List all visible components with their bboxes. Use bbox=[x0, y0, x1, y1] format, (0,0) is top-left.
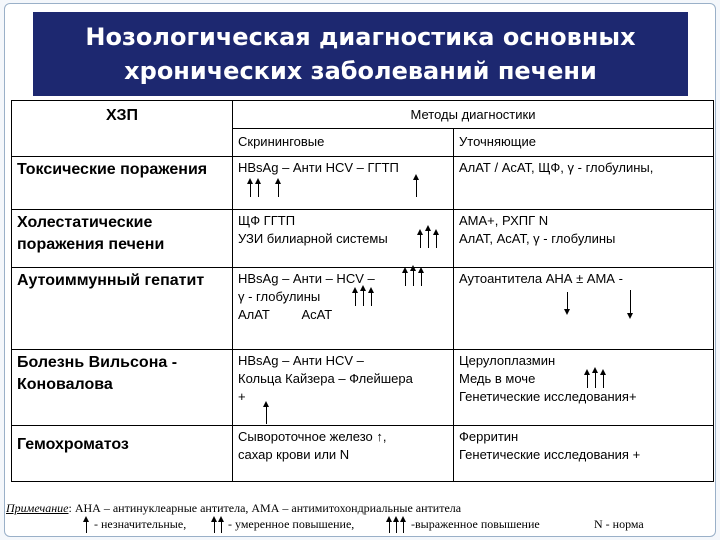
clarifying-line: АлАТ, АсАТ, γ - глобулины bbox=[459, 231, 616, 246]
screening-line: АлАТ АсАТ bbox=[238, 307, 333, 322]
table-row bbox=[12, 210, 714, 268]
footnote-text: : АНА – антинуклеарные антитела, АМА – антимитохондриальные антитела bbox=[68, 501, 462, 515]
slide-title bbox=[33, 12, 688, 96]
arrow-up-icon bbox=[416, 179, 417, 197]
arrow-down-icon bbox=[630, 290, 631, 314]
clarifying-cell bbox=[454, 157, 714, 210]
title-line-1: Нозологическая диагностика основных bbox=[85, 23, 636, 51]
screening-cell bbox=[233, 157, 454, 210]
title-line-2: хронических заболеваний печени bbox=[124, 57, 597, 85]
header-screening: Скрининговые bbox=[238, 134, 325, 149]
screening-line: Сывороточное железо ↑, bbox=[238, 429, 387, 444]
arrow-up-icon bbox=[436, 234, 437, 248]
screening-line: HBsAg – Анти HCV – bbox=[238, 353, 364, 368]
arrow-up-icon bbox=[420, 234, 421, 248]
arrow-up-icon bbox=[421, 272, 422, 286]
footnote-label: Примечание bbox=[6, 501, 69, 515]
table-row bbox=[12, 268, 714, 350]
disease-cell bbox=[12, 210, 233, 268]
arrow-up-icon bbox=[355, 292, 356, 306]
arrow-up-icon bbox=[428, 230, 429, 248]
screening-line: Кольца Кайзера – Флейшера bbox=[238, 371, 413, 386]
screening-line: сахар крови или N bbox=[238, 447, 350, 462]
disease-cell bbox=[12, 350, 233, 426]
clarifying-cell bbox=[454, 268, 714, 350]
table-row bbox=[12, 426, 714, 482]
header-methods: Методы диагностики bbox=[410, 107, 536, 122]
arrow-up-icon bbox=[214, 521, 215, 533]
screening-cell bbox=[233, 210, 454, 268]
screening-cell bbox=[233, 268, 454, 350]
table-row bbox=[12, 350, 714, 426]
arrow-up-icon bbox=[587, 374, 588, 388]
legend-norm: N - норма bbox=[594, 517, 644, 531]
clarifying-line: Ферритин bbox=[459, 429, 519, 444]
arrow-up-icon bbox=[413, 270, 414, 286]
arrow-up-icon bbox=[389, 521, 390, 533]
clarifying-line: Генетические исследования+ bbox=[459, 389, 637, 404]
header-clarifying-cell bbox=[454, 129, 714, 157]
footnote-legend bbox=[6, 516, 714, 534]
screening-line: γ - глобулины bbox=[238, 289, 321, 304]
header-disease-cell bbox=[12, 101, 233, 157]
clarifying-line: Аутоантитела АНА ± АМА - bbox=[459, 271, 623, 286]
screening-line: УЗИ билиарной системы bbox=[238, 231, 388, 246]
clarifying-line: Медь в моче bbox=[459, 371, 536, 386]
arrow-up-icon bbox=[603, 374, 604, 388]
diagnostics-table bbox=[11, 100, 714, 482]
arrow-down-icon bbox=[567, 292, 568, 310]
clarifying-line: АМА+, РХПГ N bbox=[459, 213, 549, 228]
arrow-up-icon bbox=[595, 372, 596, 388]
arrow-up-icon bbox=[405, 272, 406, 286]
arrow-up-icon bbox=[258, 183, 259, 197]
header-methods-cell bbox=[233, 101, 714, 129]
disease-name: Холестатические поражения печени bbox=[17, 214, 165, 253]
screening-line: HBsAg – Анти – HCV – bbox=[238, 271, 375, 286]
table-row bbox=[12, 157, 714, 210]
arrow-up-icon bbox=[221, 521, 222, 533]
disease-cell bbox=[12, 426, 233, 482]
clarifying-cell bbox=[454, 350, 714, 426]
header-clarifying: Уточняющие bbox=[459, 134, 536, 149]
clarifying-cell bbox=[454, 426, 714, 482]
footnote bbox=[6, 500, 714, 534]
footnote-line bbox=[6, 500, 714, 516]
arrow-up-icon bbox=[278, 183, 279, 197]
arrow-up-icon bbox=[250, 183, 251, 197]
disease-cell bbox=[12, 268, 233, 350]
disease-name: Токсические поражения bbox=[17, 161, 208, 178]
arrow-up-icon bbox=[371, 292, 372, 306]
arrow-up-icon bbox=[363, 290, 364, 306]
header-screening-cell bbox=[233, 129, 454, 157]
clarifying-line: Церулоплазмин bbox=[459, 353, 556, 368]
arrow-up-icon bbox=[403, 521, 404, 533]
legend-slight: - незначительные, bbox=[94, 517, 187, 531]
disease-name: Аутоиммунный гепатит bbox=[17, 272, 205, 289]
screening-line: + bbox=[238, 389, 246, 404]
disease-name: Гемохроматоз bbox=[17, 436, 129, 453]
clarifying-line: Генетические исследования + bbox=[459, 447, 641, 462]
screening-line: ЩФ ГГТП bbox=[238, 213, 296, 228]
clarifying-line: АлАТ / АсАТ, ЩФ, γ - глобулины, bbox=[459, 160, 654, 175]
disease-name: Болезнь Вильсона - Коновалова bbox=[17, 354, 178, 393]
arrow-up-icon bbox=[266, 406, 267, 424]
arrow-up-icon bbox=[86, 521, 87, 533]
header-disease: ХЗП bbox=[106, 107, 138, 124]
screening-cell bbox=[233, 426, 454, 482]
screening-line: HBsAg – Анти HCV – ГГТП bbox=[238, 160, 399, 175]
clarifying-cell bbox=[454, 210, 714, 268]
arrow-group bbox=[238, 177, 448, 199]
legend-moderate: - умеренное повышение, bbox=[228, 517, 355, 531]
arrow-up-icon bbox=[396, 521, 397, 533]
legend-marked: -выраженное повышение bbox=[411, 517, 540, 531]
disease-cell bbox=[12, 157, 233, 210]
